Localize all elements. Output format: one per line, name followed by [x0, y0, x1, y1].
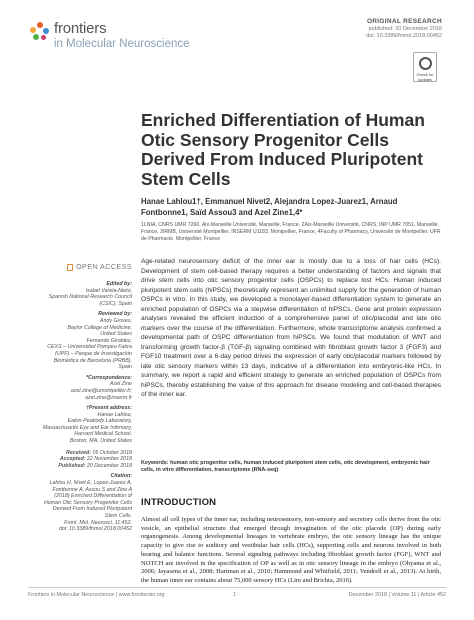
correspondence[interactable] — [36, 381, 132, 401]
footer-journal-link[interactable]: Frontiers in Molecular Neuroscience | www.frontiersin.org — [28, 592, 165, 598]
sidebar-line: CEXS – Universidad Pompeu Fabra — [47, 344, 132, 351]
article-sidebar — [36, 264, 132, 533]
footer-issue: December 2018 | Volume 11 | Article 452 — [348, 592, 446, 598]
sidebar-line: Derived From Induced Pluripotent — [52, 506, 132, 513]
article-dates — [36, 450, 132, 470]
check-updates-icon — [419, 57, 432, 70]
author-list: Hanae Lahlou1†, Emmanuel Nivet2, Alejandra Lopez-Juarez1, Arnaud Fontbonne1, Saïd Assou3 and Azel Zine1,4* — [141, 197, 398, 217]
date-published: Published: 20 December 2018 — [58, 462, 132, 469]
reviewed-by-label: Reviewed by: — [98, 311, 132, 318]
doi-link[interactable]: doi: 10.3389/fnmol.2018.00452 — [366, 33, 442, 39]
present-address-label: †Present address: — [86, 405, 132, 412]
sidebar-line: (2018) Enriched Differentiation of — [54, 493, 132, 500]
affiliations: 1LNIA, CNRS UMR 7260, Aix-Marseille Université, Marseille, France, 2Aix-Marseille Université, CNRS, INP UMR 7051, Marseille, France, 3IRMB, Université Montpellier, INSERM U1183, Montpellier, France, 4Faculty of Pharmacy, Université de Montpellier, UFR de Pharmacie, Montpellier, France — [141, 222, 441, 243]
published-line: published: 20 December 2018 — [368, 26, 442, 32]
frontiers-logo-icon — [30, 22, 50, 42]
correspondence-label: *Correspondence: — [86, 374, 132, 381]
sidebar-line: Harvard Medical School, — [74, 431, 132, 438]
sidebar-line: Fernando Giraldez, — [86, 337, 132, 344]
sidebar-line: Boston, MA, United States — [69, 438, 132, 445]
article-title: Enriched Differentiation of Human Otic Sensory Progenitor Cells Derived From Induced Pluripotent Stem Cells — [141, 110, 425, 189]
sidebar-line: Front. Mol. Neurosci. 11:452. — [64, 519, 132, 526]
date-received: Received: 05 October 2018 — [66, 449, 132, 456]
sidebar-line: Eaton-Peabody Laboratory, — [67, 418, 132, 425]
sidebar-line: Spain — [118, 364, 132, 371]
section-heading-introduction: INTRODUCTION — [141, 497, 217, 508]
sidebar-line: Spanish National Research Council — [48, 294, 132, 301]
introduction-text: Almost all cell types of the inner ear, including neurosensory, non-sensory and secretory cells derive from the otic vesicle, an epithelial structure that emerged through invagination of the otic placode (OP) during early organogenesis. Among developmental lineages in vertebrate embryo, the otic sensory lineage has the unique capacity to give rise to auditory and vestibular hair cells (HCs), supporting cells and neurons involved in both hearing and balance functions. Several signaling pathways including fibroblast growth factor (FGF), WNT and NOTCH are involved in the specification of OP as well as in otic sensory lineage in the embryo (Ohyama et al., 2006; Jayasena et al., 2008; Hartman et al., 2010; Hammond and Whitfield, 2011; Vendrell et al., 2013). At birth, the human inner ear contains about 75,000 sensory HCs (Lim and Brichta, 2016). — [141, 516, 441, 584]
sidebar-line: United States — [100, 331, 132, 338]
journal-name: in Molecular Neuroscience — [54, 38, 190, 50]
sidebar-line: Human Otic Sensory Progenitor Cells — [43, 499, 132, 506]
sidebar-line: Stem Cells. — [104, 513, 132, 519]
sidebar-line: (CSIC), Spain — [99, 300, 132, 307]
sidebar-line: Andy Groves, — [99, 317, 132, 324]
citation — [36, 480, 132, 533]
sidebar-line: (UPF) – Parque de Investigación — [55, 350, 132, 357]
sidebar-line: doi: 10.3389/fnmol.2018.00452 — [58, 526, 132, 533]
present-address — [36, 412, 132, 445]
page-number: 1 — [233, 592, 236, 598]
sidebar-line: Biomédica de Barcelona (PRBB), — [53, 357, 132, 364]
sidebar-line: Lahlou H, Nivet E, Lopez-Juarez A, — [49, 480, 132, 487]
sidebar-line: azel.zine@inserm.fr — [85, 394, 132, 401]
sidebar-line: Baylor College of Medicine, — [67, 324, 132, 331]
article-meta — [366, 18, 442, 39]
keywords-label: Keywords: — [141, 460, 169, 466]
sidebar-line: Azel Zine — [109, 381, 132, 388]
sidebar-line: Fontbonne A, Assou S and Zine A — [52, 486, 132, 493]
open-access-label: OPEN ACCESS — [76, 262, 132, 272]
sidebar-line: Massachusetts Eye and Ear Infirmary, — [42, 424, 132, 431]
edited-by — [36, 288, 132, 308]
open-access-badge — [36, 264, 132, 271]
abstract: Age-related neurosensory deficit of the inner ear is mostly due to a loss of hair cells (HCs). Development of stem cell-based therapy requires a better understanding of factors and signals that drive stem cells into otic sensory progenitor cells (OSPCs) to replace lost HCs. Human induced pluripotent stem cells (hiPSCs) theoretically represent an unlimited supply for the generation of human OSPCs in vitro. In this study, we developed a monolayer-based differentiation system to generate an enriched population of OSPCs via a stepwise differentiation of hiPSCs. Gene and protein expression analyses revealed the efficient induction of a comprehensive panel of otic/placodal and late otic markers over the course of the differentiation. Furthermore, whole transcriptome analysis confirmed a developmental path of OSPC differentiation from hiPSCs. We found that modulation of WNT and transforming growth factor-β (TGF-β) signaling combined with fibroblast growth factor 3 (FGF3) and FGF10 treatment over a 6-day period drives the expression of early otic/placodal markers followed by late otic sensory markers within 13 days, indicative of a differentiation into embryonic-like HCs. In summary, we report a rapid and efficient strategy to generate an enriched population of OSPCs from hiPSCs, thereby establishing the value of this approach for disease modeling and cell-based therapies of the inner ear. — [141, 258, 441, 398]
check-updates-button[interactable] — [413, 52, 437, 82]
citation-label: Citation: — [110, 473, 132, 480]
article-type: ORIGINAL RESEARCH — [366, 18, 442, 25]
sidebar-line: azel.zine@umontpellier.fr; — [70, 387, 132, 394]
edited-by-label: Edited by: — [106, 281, 132, 287]
check-updates-label: Check for updates — [416, 72, 434, 82]
journal-logo[interactable] — [30, 20, 190, 54]
sidebar-line: Hanae Lahlou, — [97, 411, 132, 418]
sidebar-line: Isabel Varela-Nieto, — [85, 287, 132, 294]
date-accepted: Accepted: 22 November 2018 — [59, 456, 132, 463]
page-footer — [28, 587, 446, 598]
open-lock-icon — [67, 264, 73, 271]
keywords-list: human otic progenitor cells, human induced pluripotent stem cells, otic development, embryonic hair cells, in vitro differentiation, transcriptome (RNA-seq) — [141, 460, 430, 474]
keywords — [141, 460, 441, 475]
brand-name: frontiers — [54, 20, 107, 37]
reviewed-by — [36, 318, 132, 371]
